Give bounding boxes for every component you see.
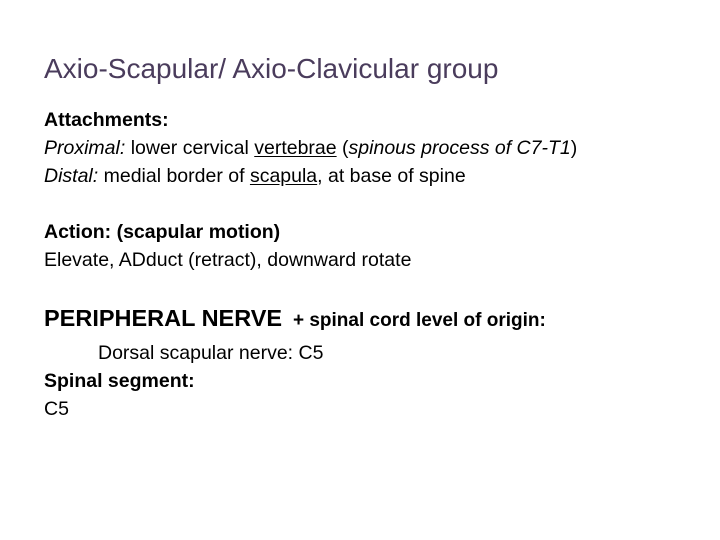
- peripheral-nerve-heading: [44, 300, 704, 339]
- proximal-label: Proximal:: [44, 137, 126, 159]
- spinal-segment-heading: Spinal segment:: [44, 370, 195, 392]
- distal-text-post: , at base of spine: [317, 165, 466, 187]
- spacer: [44, 190, 704, 218]
- slide-title: Axio-Scapular/ Axio-Clavicular group: [44, 53, 499, 84]
- dorsal-scapular-nerve: Dorsal scapular nerve: C5: [98, 342, 324, 364]
- proximal-text-pre: lower cervical: [125, 137, 255, 159]
- action-text: Elevate, ADduct (retract), downward rotate: [44, 249, 412, 271]
- slide-body: [44, 106, 704, 423]
- spacer: [44, 274, 704, 300]
- attachments-heading: Attachments:: [44, 109, 169, 131]
- proximal-attachment: [44, 134, 704, 162]
- proximal-paren-open: (: [336, 137, 349, 159]
- spinous-process-text: spinous process of C7-T1: [348, 137, 571, 159]
- distal-label: Distal:: [44, 165, 99, 187]
- proximal-paren-close: ): [570, 137, 578, 159]
- spinal-cord-level-label: + spinal cord level of origin:: [292, 310, 546, 331]
- action-heading: Action: (scapular motion): [44, 221, 281, 243]
- distal-attachment: [44, 162, 704, 190]
- peripheral-nerve-title: PERIPHERAL NERVE: [44, 305, 283, 331]
- distal-text-pre: medial border of: [98, 165, 250, 187]
- spinal-segment-value: C5: [44, 398, 69, 420]
- vertebrae-link: vertebrae: [254, 137, 337, 159]
- scapula-link: scapula: [249, 165, 318, 187]
